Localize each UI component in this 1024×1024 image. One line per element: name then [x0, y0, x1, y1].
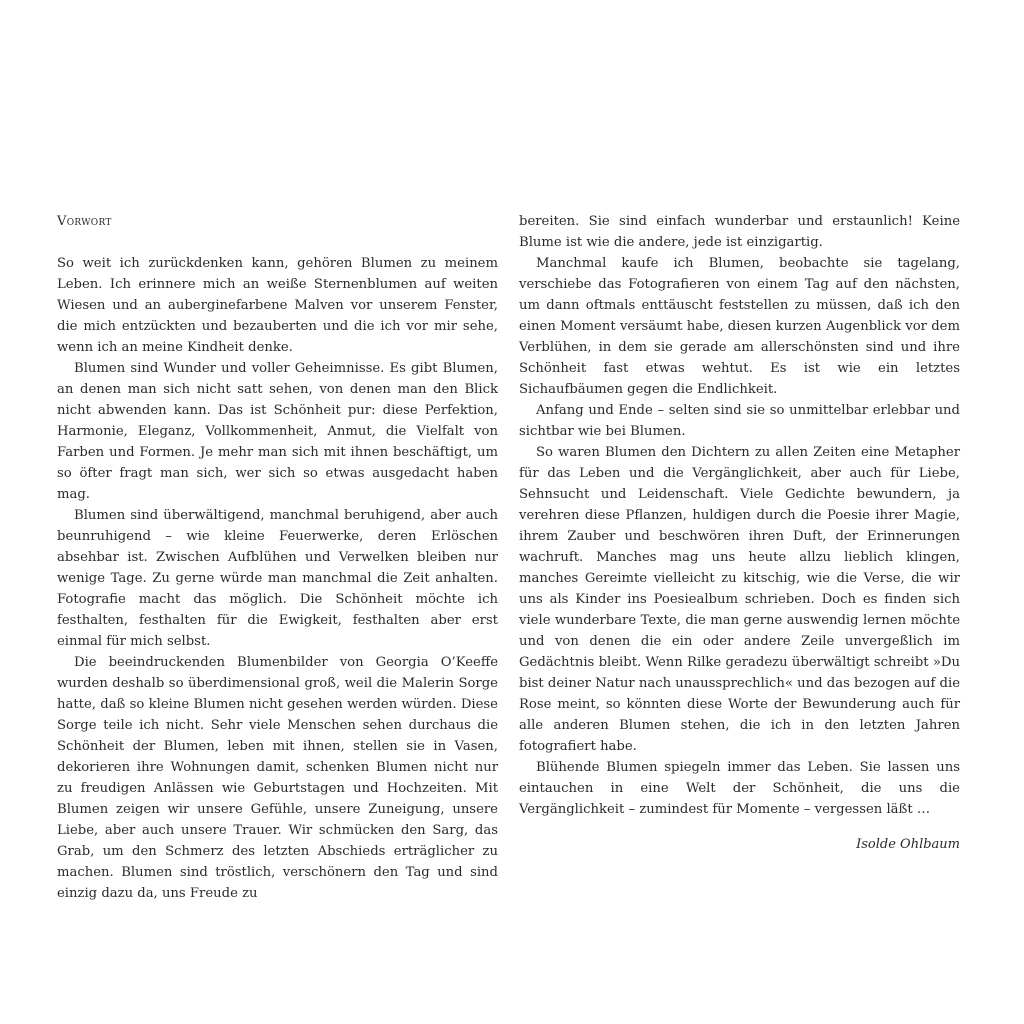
paragraph: bereiten. Sie sind einfach wunderbar und erstaunlich! Keine Blume ist wie die andere, jede ist einzigartig.: [519, 214, 960, 250]
paragraph: Die beeindruckenden Blumenbilder von Georgia O’Keeffe wurden deshalb so überdimensional groß, weil die Malerin Sorge hatte, daß so kleine Blumen nicht gesehen werden würden. Diese Sorge teile ich nicht. Sehr viele Menschen sehen durchaus die Schönheit der Blumen, leben mit ihnen, stellen sie in Vasen, dekorieren ihre Wohnungen damit, schenken Blumen nicht nur zu freudigen Anlässen wie Geburtstagen und Hochzeiten. Mit Blumen zeigen wir unsere Gefühle, unsere Zuneigung, unsere Liebe, aber auch unsere Trauer. Wir schmücken den Sarg, das Grab, um den Schmerz des letzten Abschieds erträglicher zu machen. Blumen sind tröstlich, verschönern den Tag und sind einzig dazu da, uns Freude zu: [57, 655, 498, 901]
right-column: [519, 211, 960, 855]
paragraph: So waren Blumen den Dichtern zu allen Zeiten eine Metapher für das Leben und die Vergänglichkeit, aber auch für Liebe, Sehnsucht und Leidenschaft. Viele Gedichte bewundern, ja verehren diese Pflanzen, huldigen durch die Poesie ihrer Magie, ihrem Zauber und beschwören ihren Duft, der Erinnerungen wachruft. Manches mag uns heute allzu lieblich klingen, manches Gereimte vielleicht zu kitschig, wie die Verse, die wir uns als Kinder ins Poesiealbum schrieben. Doch es finden sich viele wunderbare Texte, die man gerne auswendig lernen möchte und von denen die ein oder andere Zeile unvergeßlich im Gedächtnis bleibt. Wenn Rilke geradezu überwältigt schreibt »Du bist deiner Natur nach unaussprechlich« und das bezogen auf die Rose meint, so könnten diese Worte der Bewunderung auch für alle anderen Blumen stehen, die ich in den letzten Jahren fotografiert habe.: [519, 445, 961, 754]
paragraph: Blumen sind Wunder und voller Geheimnisse. Es gibt Blumen, an denen man sich nicht satt sehen, von denen man den Blick nicht abwenden kann. Das ist Schönheit pur: diese Perfektion, Harmonie, Eleganz, Vollkommenheit, Anmut, die Vielfalt von Farben und Formen. Je mehr man sich mit ihnen beschäftigt, um so öfter fragt man sich, wer sich so etwas ausgedacht haben mag.: [57, 361, 498, 502]
paragraph: Blühende Blumen spiegeln immer das Leben. Sie lassen uns eintauchen in eine Welt der Schönheit, die uns die Vergänglichkeit – zumindest für Momente – vergessen läßt …: [519, 760, 960, 817]
paragraph: Anfang und Ende – selten sind sie so unmittelbar erlebbar und sichtbar wie bei Blumen.: [519, 403, 960, 439]
author-signature: Isolde Ohlbaum: [856, 837, 960, 852]
paragraph: So weit ich zurückdenken kann, gehören Blumen zu meinem Leben. Ich erinnere mich an weiße Sternenblumen auf weiten Wiesen und an auberginefarbene Malven vor unserem Fenster, die mich entzückten und bezauberten und die ich vor mir sehe, wenn ich an meine Kindheit denke.: [57, 256, 498, 355]
paragraph: Manchmal kaufe ich Blumen, beobachte sie tagelang, verschiebe das Fotografieren von einem Tag auf den nächsten, um dann oftmals enttäuscht feststellen zu müssen, daß ich den einen Moment versäumt habe, diesen kurzen Augenblick vor dem Verblühen, in dem sie gerade am allerschönsten sind und ihre Schönheit fast etwas wehtut. Es ist wie ein letztes Sichaufbäumen gegen die Endlichkeit.: [519, 256, 960, 397]
paragraph: Blumen sind überwältigend, manchmal beruhigend, aber auch beunruhigend – wie kleine Feuerwerke, deren Erlöschen absehbar ist. Zwischen Aufblühen und Verwelken bleiben nur wenige Tage. Zu gerne würde man manchmal die Zeit anhalten. Fotografie macht das möglich. Die Schönheit möchte ich festhalten, festhalten für die Ewigkeit, festhalten aber erst einmal für mich selbst.: [57, 508, 498, 649]
section-heading: Vorwort: [57, 214, 112, 229]
left-column: [57, 211, 498, 904]
